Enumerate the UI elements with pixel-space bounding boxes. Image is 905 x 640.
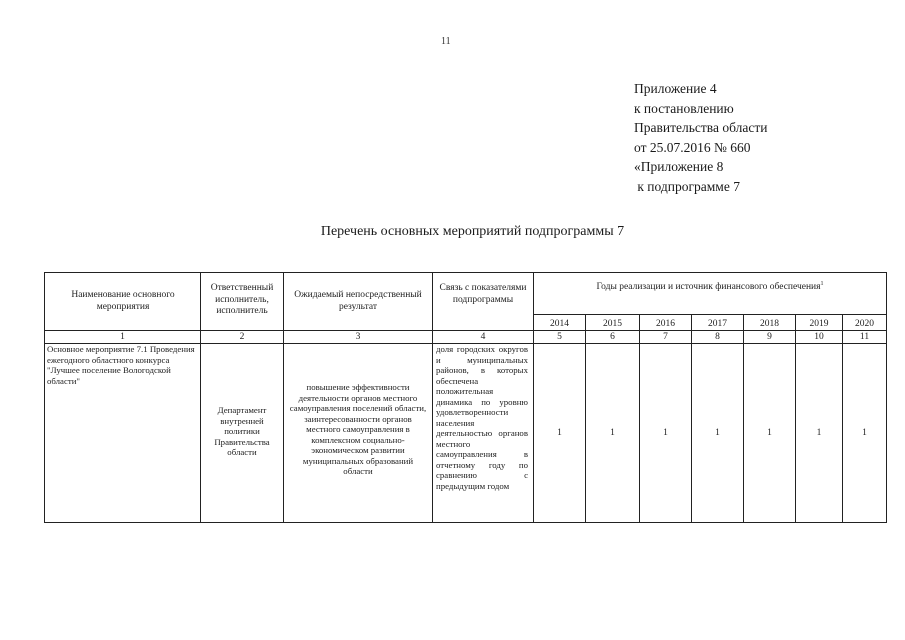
column-divider (795, 314, 796, 523)
year-label: 2017 (708, 319, 727, 329)
row-executor: Департамент внутренней политики Правительства области (214, 405, 270, 457)
column-number: 6 (610, 332, 615, 342)
year-value: 1 (557, 428, 562, 438)
column-number: 7 (663, 332, 668, 342)
header-name: Наименование основного мероприятия (71, 290, 175, 312)
column-number: 9 (767, 332, 772, 342)
row-result: повышение эффективности деятельности органов местного самоуправления поселений области, заинтересованности органов местного самоуправления в комплексном социально-экономическом развитии муниципальных образований области (289, 382, 427, 476)
year-label: 2016 (656, 319, 675, 329)
column-divider (432, 272, 433, 523)
column-divider (200, 272, 201, 523)
appendix-line: от 25.07.2016 № 660 (634, 139, 751, 155)
column-number: 11 (859, 332, 870, 342)
year-value: 1 (862, 428, 867, 438)
year-value: 1 (816, 428, 822, 438)
column-number: 5 (557, 332, 562, 342)
table-border-top (44, 272, 887, 273)
row-indicator-link: доля городских округов и муниципальных районов, в которых обеспечена положительная динамика по уровню удовлетворенности населения деятельностью органов местного самоуправления в отчетному году по сравнению с предыдущим годом (436, 344, 528, 491)
appendix-line: к подпрограмме 7 (634, 178, 740, 194)
document-title: Перечень основных мероприятий подпрограммы 7 (320, 224, 625, 239)
column-divider (743, 314, 744, 523)
column-divider (533, 272, 534, 523)
year-value: 1 (663, 428, 668, 438)
header-bottom-rule (44, 330, 887, 331)
table-border-bottom (44, 522, 887, 523)
page-number: 11 (441, 36, 451, 47)
header-result: Ожидаемый непосредственный результат (294, 290, 422, 312)
table-border-left (44, 272, 45, 523)
year-value: 1 (715, 428, 720, 438)
column-number: 1 (120, 332, 125, 342)
year-label: 2014 (550, 319, 569, 329)
header-executor: Ответственный исполнитель, исполнитель (210, 283, 274, 316)
column-number: 3 (355, 332, 361, 342)
header-years-group (536, 279, 884, 294)
years-divider (533, 314, 887, 315)
column-number: 2 (239, 332, 245, 342)
year-label: 2015 (603, 319, 622, 329)
footnote-marker: 1 (820, 281, 824, 287)
appendix-line: «Приложение 8 (634, 159, 724, 175)
column-divider (283, 272, 284, 523)
column-divider (842, 314, 843, 523)
year-value: 1 (767, 428, 772, 438)
column-number: 8 (715, 332, 720, 342)
header-link: Связь с показателями подпрограммы (439, 283, 527, 305)
year-label: 2020 (855, 319, 874, 329)
column-divider (639, 314, 640, 523)
column-divider (585, 314, 586, 523)
year-label: 2019 (809, 319, 829, 329)
column-number: 10 (814, 332, 824, 342)
appendix-block (634, 79, 767, 197)
year-value: 1 (610, 428, 615, 438)
column-number: 4 (480, 332, 486, 342)
header-years-group-text: Годы реализации и источник финансового обеспечения (596, 282, 821, 293)
appendix-line: Правительства области (634, 120, 768, 136)
year-label: 2018 (760, 319, 779, 329)
column-divider (691, 314, 692, 523)
appendix-line: Приложение 4 (634, 81, 717, 96)
appendix-line: к постановлению (634, 100, 734, 116)
table-border-right (886, 272, 887, 523)
row-activity-name: Основное мероприятие 7.1 Проведения ежегодного областного конкурса "Лучшее поселение Вологодской области" (47, 344, 195, 386)
